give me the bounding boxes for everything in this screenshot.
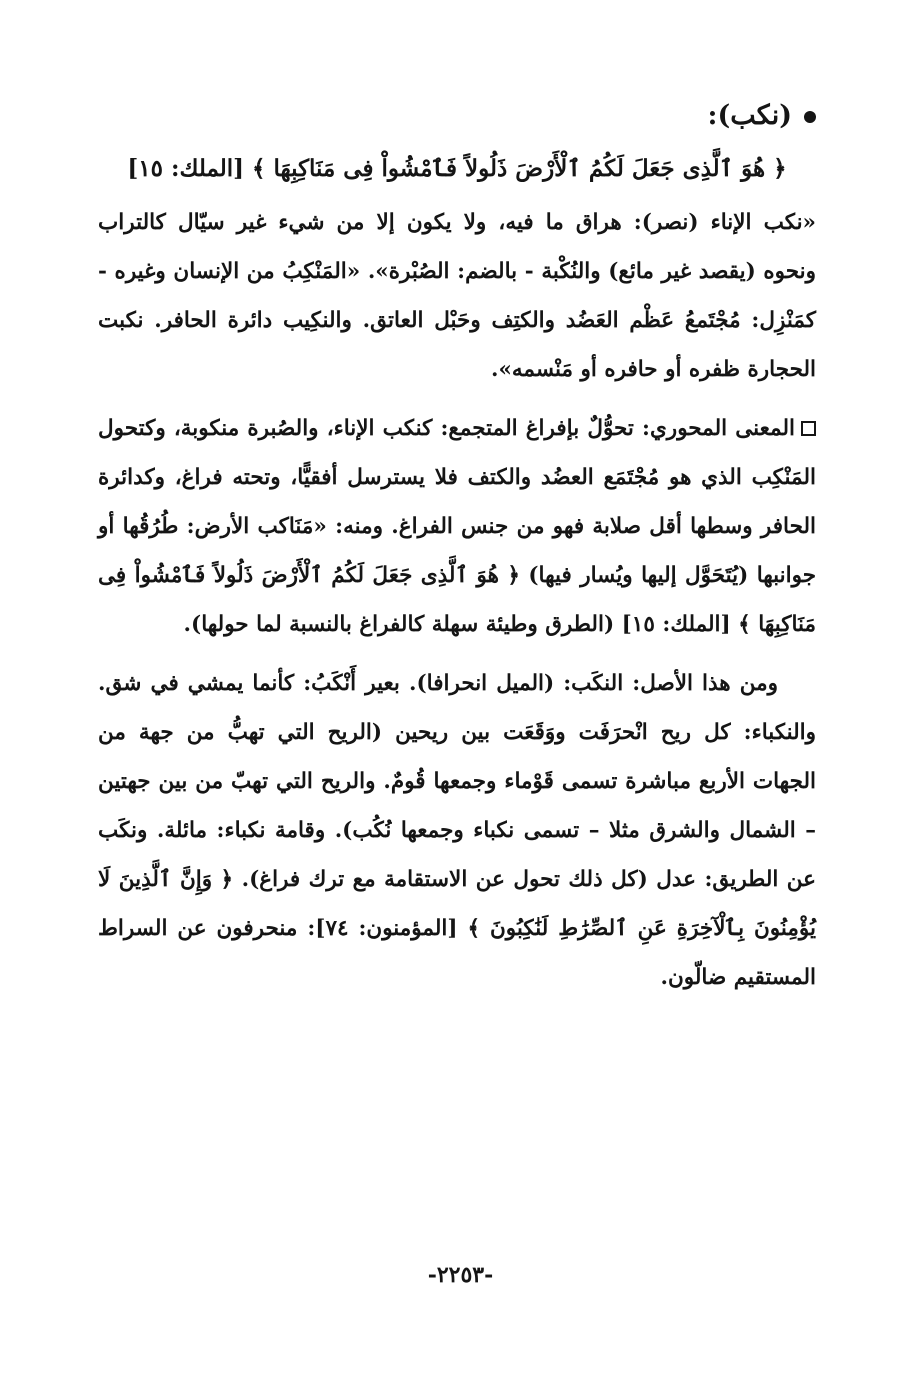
page-number: -٢٢٥٣- <box>427 1262 494 1288</box>
bullet-icon <box>804 111 816 123</box>
page-content <box>98 88 816 1002</box>
lexical-paragraph: «نكب الإناء (نصر): هراق ما فيه، ولا يكون إلا من شيء غير سيّال كالتراب ونحوه (يقصد غير مائع) والنُكْبة - بالضم: الصُبْرة». «المَنْكِبُ من الإنسان وغيره - كمَنْزِل: مُجْتَمعُ عَظْم العَضُد والكتِف وحَبْل العاتق. والنكِيب دائرة الحافر. نكبت الحجارة ظفره أو حافره أو مَنْسمه». <box>98 210 816 382</box>
derivation-paragraph: ومن هذا الأصل: النكَب: (الميل انحرافا). بعير أَنْكَبُ: كأنما يمشي في شق. والنكباء: كل ريح انْحرَفَت ووَقَعَت بين ريحين (الريح التي تهبُّ من جهة من الجهات الأربع مباشرة تسمى قَوْماء وجمعها قُومٌ. والريح التي تهبّ من بين جهتين – الشمال والشرق مثلا – تسمى نكباء وجمعها نُكُب). وقامة نكباء: مائلة. ونكَب عن الطريق: عدل (كل ذلك تحول عن الاستقامة مع ترك فراغ). ﴿ وَإِنَّ ٱلَّذِينَ لَا يُؤْمِنُونَ بِٱلْآخِرَةِ عَنِ ٱلصِّرَٰطِ لَنَٰكِبُونَ ﴾ [المؤمنون: ٧٤]: منحرفون عن السراط المستقيم ضالّون. <box>98 671 816 990</box>
entry-heading-text: (نكب): <box>707 100 792 131</box>
entry-heading <box>98 88 816 144</box>
core-meaning-text: المعنى المحوري: تحوُّلٌ بإفراغ المتجمع: كنكب الإناء، والصُبرة منكوبة، وكتحول المَنْكِب الذي هو مُجْتَمَع العضُد والكتف فلا يسترسل أفقيًّا، وتحته فراغ، وكدائرة الحافر وسطها أقل صلابة فهو من جنس الفراغ. ومنه: «مَنَاكب الأرض: طُرُقُها أو جوانبها (يُتَحَوَّل إليها ويُسار فيها) ﴿ هُوَ ٱلَّذِى جَعَلَ لَكُمُ ٱلْأَرْضَ ذَلُولاً فَٱمْشُواْ فِى مَنَاكِبِهَا ﴾ [الملك: ١٥] (الطرق وطيئة سهلة كالفراغ بالنسبة لما حولها). <box>98 416 816 637</box>
quran-verse: ﴿ هُوَ ٱلَّذِى جَعَلَ لَكُمُ ٱلْأَرْضَ ذَلُولاً فَٱمْشُواْ فِى مَنَاكِبِهَا ﴾ [الملك: ١٥] <box>127 155 787 182</box>
core-meaning-paragraph <box>98 404 816 649</box>
square-icon <box>801 421 816 436</box>
